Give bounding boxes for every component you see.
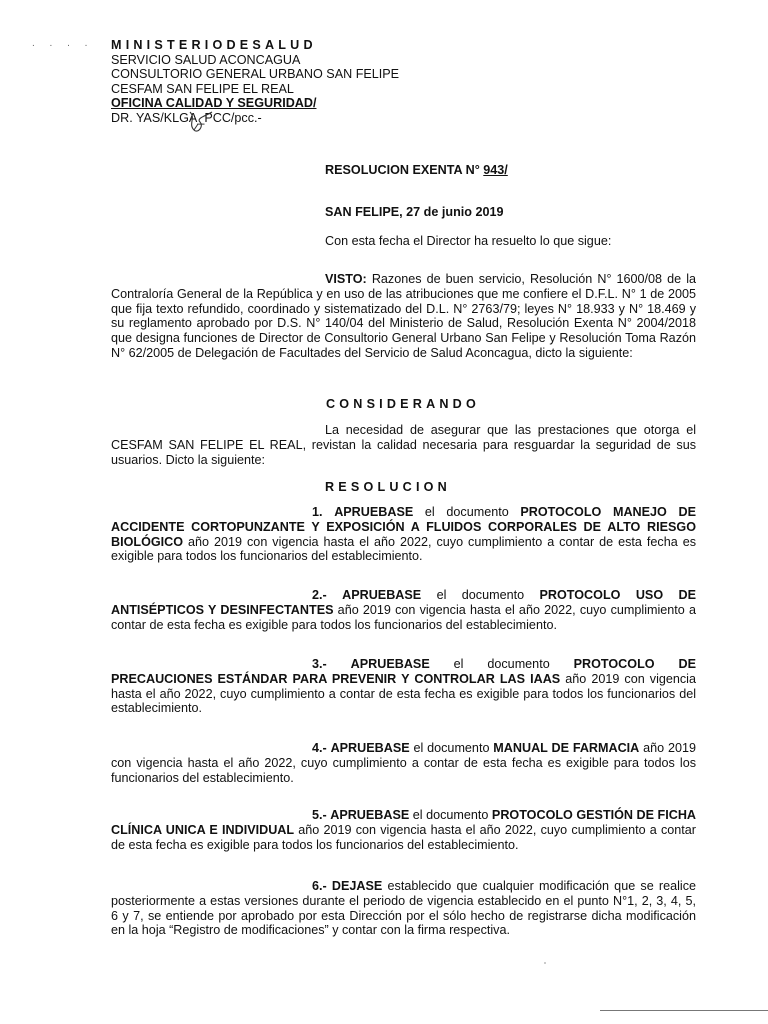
resolution-item-5	[111, 808, 696, 852]
office-name: OFICINA CALIDAD Y SEGURIDAD/	[111, 96, 317, 111]
resolution-item-6	[111, 879, 696, 938]
resolution-number-line	[325, 163, 508, 177]
visto-text: Razones de buen servicio, Resolución N° 1600/08 de la Contraloría General de la República y en uso de las atribuciones que me confiere el D.F.L. N° 1 de 2005 que fija texto refundido, coordinado y sistematizado del D.L. N° 2763/79; leyes N° 18.933 y N° 18.469 y su reglamento aprobado por D.S. N° 140/04 del Ministerio de Salud, Resolución Exenta N° 2004/2018 que designa funciones de Director de Consultorio General Urbano San Felipe y Resolución Toma Razón N° 62/2005 de Delegación de Facultades del Servicio de Salud Aconcagua, dicto la siguiente:	[111, 272, 696, 360]
service-name: SERVICIO SALUD ACONCAGUA	[111, 52, 301, 67]
resolution-item-4	[111, 741, 696, 785]
item-number: 1.	[312, 505, 323, 519]
item-pre: el documento	[409, 808, 492, 822]
considerando-text-c: , revistan la calidad necesaria para resguardar la seguridad de sus usuarios. Dicto la siguiente:	[111, 437, 696, 467]
visto-label: VISTO:	[325, 272, 367, 286]
item-pre: establecido que cualquier modificación que se realice posteriormente a estas versiones durante el periodo de vigencia establecido en el punto N°1, 2, 3, 4, 5, 6 y 7, se entiende por aprobado por esta Dirección por el sólo hecho de registrarse dicha modificación en la hoja “Registro de modificaciones” y contar con la firma respectiva.	[111, 879, 697, 938]
resolution-number: 943/	[483, 163, 508, 177]
item-number: 6.-	[312, 879, 327, 893]
resolution-label: RESOLUCION EXENTA N°	[325, 163, 480, 177]
ministry-name: MINISTERIODESALUD	[111, 38, 317, 52]
item-post: año 2019 con vigencia hasta el año 2022, cuyo cumplimiento a contar de esta fecha es exigible para todos los funcionarios del establecimiento.	[111, 822, 696, 852]
place-date: SAN FELIPE, 27 de junio 2019	[325, 205, 504, 219]
item-verb: APRUEBASE	[350, 657, 430, 671]
resolution-item-1	[111, 505, 696, 564]
resolucion-heading: RESOLUCION	[325, 480, 451, 494]
item-post: año 2019 con vigencia hasta el año 2022, cuyo cumplimiento a contar de esta fecha es exigible para todos los funcionarios del establecimiento.	[111, 602, 696, 632]
signature-line	[600, 1010, 768, 1011]
considerando-paragraph	[111, 423, 696, 467]
item-number: 5.-	[312, 808, 327, 822]
clinic-name: CONSULTORIO GENERAL URBANO SAN FELIPE	[111, 67, 400, 82]
item-pre: el documento	[421, 588, 540, 602]
resolution-item-2	[111, 588, 696, 632]
item-document: PROTOCOLO DE PRECAUCIONES ESTÁNDAR PARA PREVENIR Y CONTROLAR LAS IAAS	[111, 657, 696, 686]
margin-marks: . . . .	[32, 38, 94, 49]
considerando-cesfam: CESFAM SAN FELIPE EL REAL	[111, 437, 303, 452]
item-document: PROTOCOLO MANEJO DE ACCIDENTE CORTOPUNZANTE Y EXPOSICIÓN A FLUIDOS CORPORALES DE ALTO RIESGO BIOLÓGICO	[111, 505, 697, 549]
item-verb: DEJASE	[331, 879, 383, 893]
item-post: año 2019 con vigencia hasta el año 2022, cuyo cumplimiento a contar de esta fecha es exigible para todos los funcionarios del establecimiento.	[111, 741, 696, 785]
item-number: 3.-	[312, 657, 327, 671]
visto-paragraph	[111, 272, 696, 361]
letterhead	[111, 38, 399, 126]
item-verb: APRUEBASE	[342, 588, 422, 602]
considerando-text-a: La necesidad de asegurar que las prestaciones que otorga el	[325, 423, 696, 437]
item-verb: APRUEBASE	[330, 741, 410, 755]
handwritten-initial-mark	[184, 108, 218, 136]
scan-speck	[544, 962, 546, 964]
item-post: año 2019 con vigencia hasta el año 2022, cuyo cumplimiento a contar de esta fecha es exigible para todos los funcionarios del establecimiento.	[111, 671, 696, 716]
intro-line: Con esta fecha el Director ha resuelto lo que sigue:	[325, 234, 612, 248]
considerando-heading: CONSIDERANDO	[326, 397, 480, 411]
item-pre: el documento	[429, 657, 574, 671]
item-number: 4.-	[312, 741, 327, 755]
item-document: PROTOCOLO USO DE ANTISÉPTICOS Y DESINFECTANTES	[111, 588, 697, 617]
item-verb: APRUEBASE	[330, 808, 410, 822]
item-verb: APRUEBASE	[334, 505, 414, 519]
item-number: 2.-	[312, 588, 327, 602]
initials-line: DR. YAS/KLGA_PCC/pcc.-	[111, 110, 262, 125]
resolution-item-3	[111, 657, 696, 716]
item-post: año 2019 con vigencia hasta el año 2022, cuyo cumplimiento a contar de esta fecha es exigible para todos los funcionarios del establecimiento.	[111, 534, 696, 564]
item-document: MANUAL DE FARMACIA	[493, 741, 640, 755]
item-pre: el documento	[413, 505, 521, 519]
item-pre: el documento	[409, 741, 494, 755]
item-document: PROTOCOLO GESTIÓN DE FICHA CLÍNICA UNICA E INDIVIDUAL	[111, 808, 697, 837]
cesfam-name: CESFAM SAN FELIPE EL REAL	[111, 81, 294, 96]
